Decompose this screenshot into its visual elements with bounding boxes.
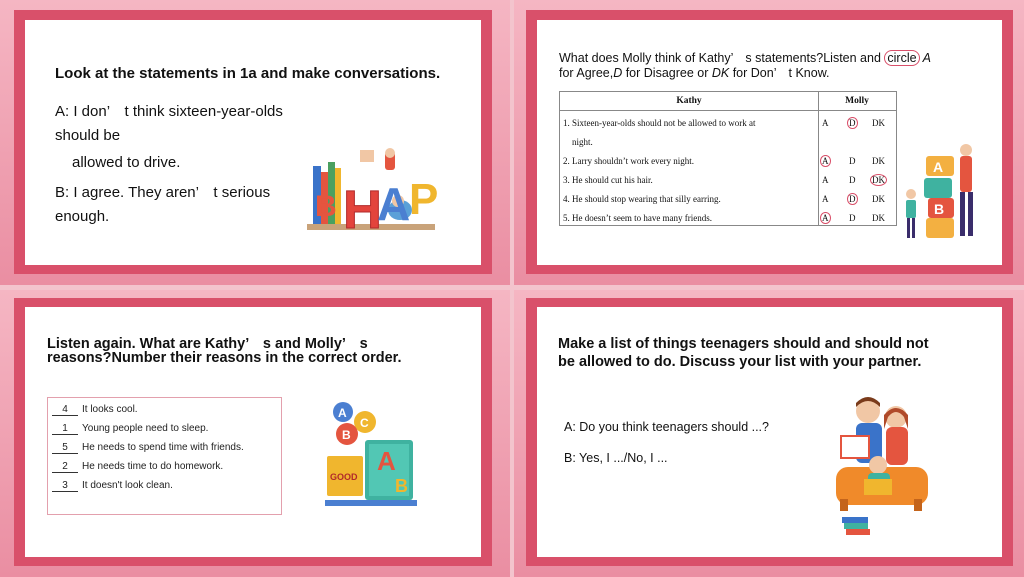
slide-1[interactable] bbox=[0, 0, 510, 285]
kathy-molly-table bbox=[559, 91, 897, 226]
table-row-1-text: 1. Sixteen-year-olds should not be allowed to work at bbox=[563, 118, 756, 128]
reason-row-1 bbox=[52, 404, 138, 416]
reason-number[interactable]: 2 bbox=[52, 461, 78, 473]
slide-4-line-b: B: Yes, I .../No, I ... bbox=[564, 451, 668, 465]
abc-books-illustration bbox=[325, 400, 417, 508]
row-3-option-d[interactable]: D bbox=[849, 175, 856, 185]
table-row-2-text: 2. Larry shouldn’t work every night. bbox=[563, 156, 695, 166]
slide-2[interactable] bbox=[514, 0, 1024, 285]
reason-number[interactable]: 1 bbox=[52, 423, 78, 435]
letter-p: P bbox=[409, 175, 439, 224]
row-4-option-d[interactable]: D bbox=[849, 194, 856, 204]
row-4-option-a[interactable]: A bbox=[822, 194, 829, 204]
slide-4-line-a: A: Do you think teenagers should ...? bbox=[564, 420, 769, 434]
row-2-option-a[interactable]: A bbox=[822, 156, 829, 166]
ball-letter-a: A bbox=[338, 406, 347, 420]
slide-4[interactable] bbox=[514, 290, 1024, 577]
instruction-part: for Don’ t Know. bbox=[729, 66, 830, 80]
slide-4-title-line-1: Make a list of things teenagers should and should not bbox=[558, 336, 929, 352]
letter-h: H bbox=[343, 180, 382, 234]
reason-text: He needs time to do homework. bbox=[82, 461, 224, 472]
row-4-option-dk[interactable]: DK bbox=[872, 194, 885, 204]
letter-b: B bbox=[315, 190, 337, 223]
slide-3[interactable] bbox=[0, 290, 510, 577]
block-b-letter: B bbox=[934, 201, 945, 217]
ball-letter-b: B bbox=[342, 428, 351, 442]
slide-1-title: Look at the statements in 1a and make conversations. bbox=[55, 65, 441, 82]
row-1-option-dk[interactable]: DK bbox=[872, 118, 885, 128]
slide-3-title-line-1: Listen again. What are Kathy’ s and Molly’ s bbox=[47, 336, 368, 352]
reason-row-5 bbox=[52, 480, 173, 492]
table-row-5-text: 5. He doesn’t seem to have many friends. bbox=[563, 213, 713, 223]
reason-row-2 bbox=[52, 423, 208, 435]
slide-1-line-5: enough. bbox=[55, 208, 110, 225]
instruction-d: D bbox=[613, 66, 623, 80]
instruction-a: A bbox=[919, 51, 931, 65]
slide-1-line-4: B: I agree. They aren’ t serious bbox=[55, 184, 271, 201]
letter-a: A bbox=[377, 178, 411, 230]
slide-2-instruction-line-2 bbox=[559, 63, 830, 81]
instruction-part: for Disagree or bbox=[622, 66, 712, 80]
family-reading-illustration bbox=[834, 395, 932, 537]
table-row-1-cont: night. bbox=[572, 137, 593, 147]
instruction-text: What does Molly think of Kathy’ s statements?Listen and bbox=[559, 51, 885, 65]
row-2-option-dk[interactable]: DK bbox=[872, 156, 885, 166]
row-5-option-dk[interactable]: DK bbox=[872, 213, 885, 223]
block-a-letter: A bbox=[933, 159, 944, 175]
ball-letter-c: C bbox=[360, 416, 369, 430]
table-row-3-text: 3. He should cut his hair. bbox=[563, 175, 653, 185]
row-1-option-a[interactable]: A bbox=[822, 118, 829, 128]
reason-row-4 bbox=[52, 461, 223, 473]
row-2-option-d[interactable]: D bbox=[849, 156, 856, 166]
alphabet-letters-illustration bbox=[305, 148, 450, 234]
reason-text: It doesn't look clean. bbox=[82, 480, 173, 491]
reason-number[interactable]: 4 bbox=[52, 404, 78, 416]
reason-number[interactable]: 3 bbox=[52, 480, 78, 492]
horizontal-separator bbox=[0, 285, 1024, 290]
slide-1-line-3: allowed to drive. bbox=[72, 154, 181, 171]
book-letter-a: A bbox=[377, 446, 396, 476]
row-3-option-dk[interactable]: DK bbox=[872, 175, 885, 185]
circle-word: circle bbox=[884, 50, 919, 66]
reason-text: He needs to spend time with friends. bbox=[82, 442, 244, 453]
slide-1-line-2: should be bbox=[55, 127, 121, 144]
table-header-molly: Molly bbox=[845, 96, 869, 106]
row-5-option-a[interactable]: A bbox=[822, 213, 829, 223]
row-1-option-d[interactable]: D bbox=[849, 118, 856, 128]
table-row-4-text: 4. He should stop wearing that silly earring. bbox=[563, 194, 721, 204]
book-letter-b: B bbox=[395, 476, 408, 496]
reasons-box bbox=[47, 397, 282, 515]
reason-text: It looks cool. bbox=[82, 404, 138, 415]
instruction-part: for Agree, bbox=[559, 66, 614, 80]
row-5-option-d[interactable]: D bbox=[849, 213, 856, 223]
reason-number[interactable]: 5 bbox=[52, 442, 78, 454]
good-label: GOOD bbox=[330, 472, 358, 482]
row-3-option-a[interactable]: A bbox=[822, 175, 829, 185]
slide-3-title-line-2: reasons?Number their reasons in the correct order. bbox=[47, 350, 402, 366]
table-header-kathy: Kathy bbox=[676, 96, 702, 106]
reason-row-3 bbox=[52, 442, 244, 454]
slide-1-line-1: A: I don’ t think sixteen-year-olds bbox=[55, 103, 283, 120]
reason-text: Young people need to sleep. bbox=[82, 423, 209, 434]
kids-blocks-illustration bbox=[902, 142, 994, 242]
instruction-dk: DK bbox=[711, 66, 730, 80]
slide-4-title-line-2: be allowed to do. Discuss your list with your partner. bbox=[558, 354, 922, 370]
